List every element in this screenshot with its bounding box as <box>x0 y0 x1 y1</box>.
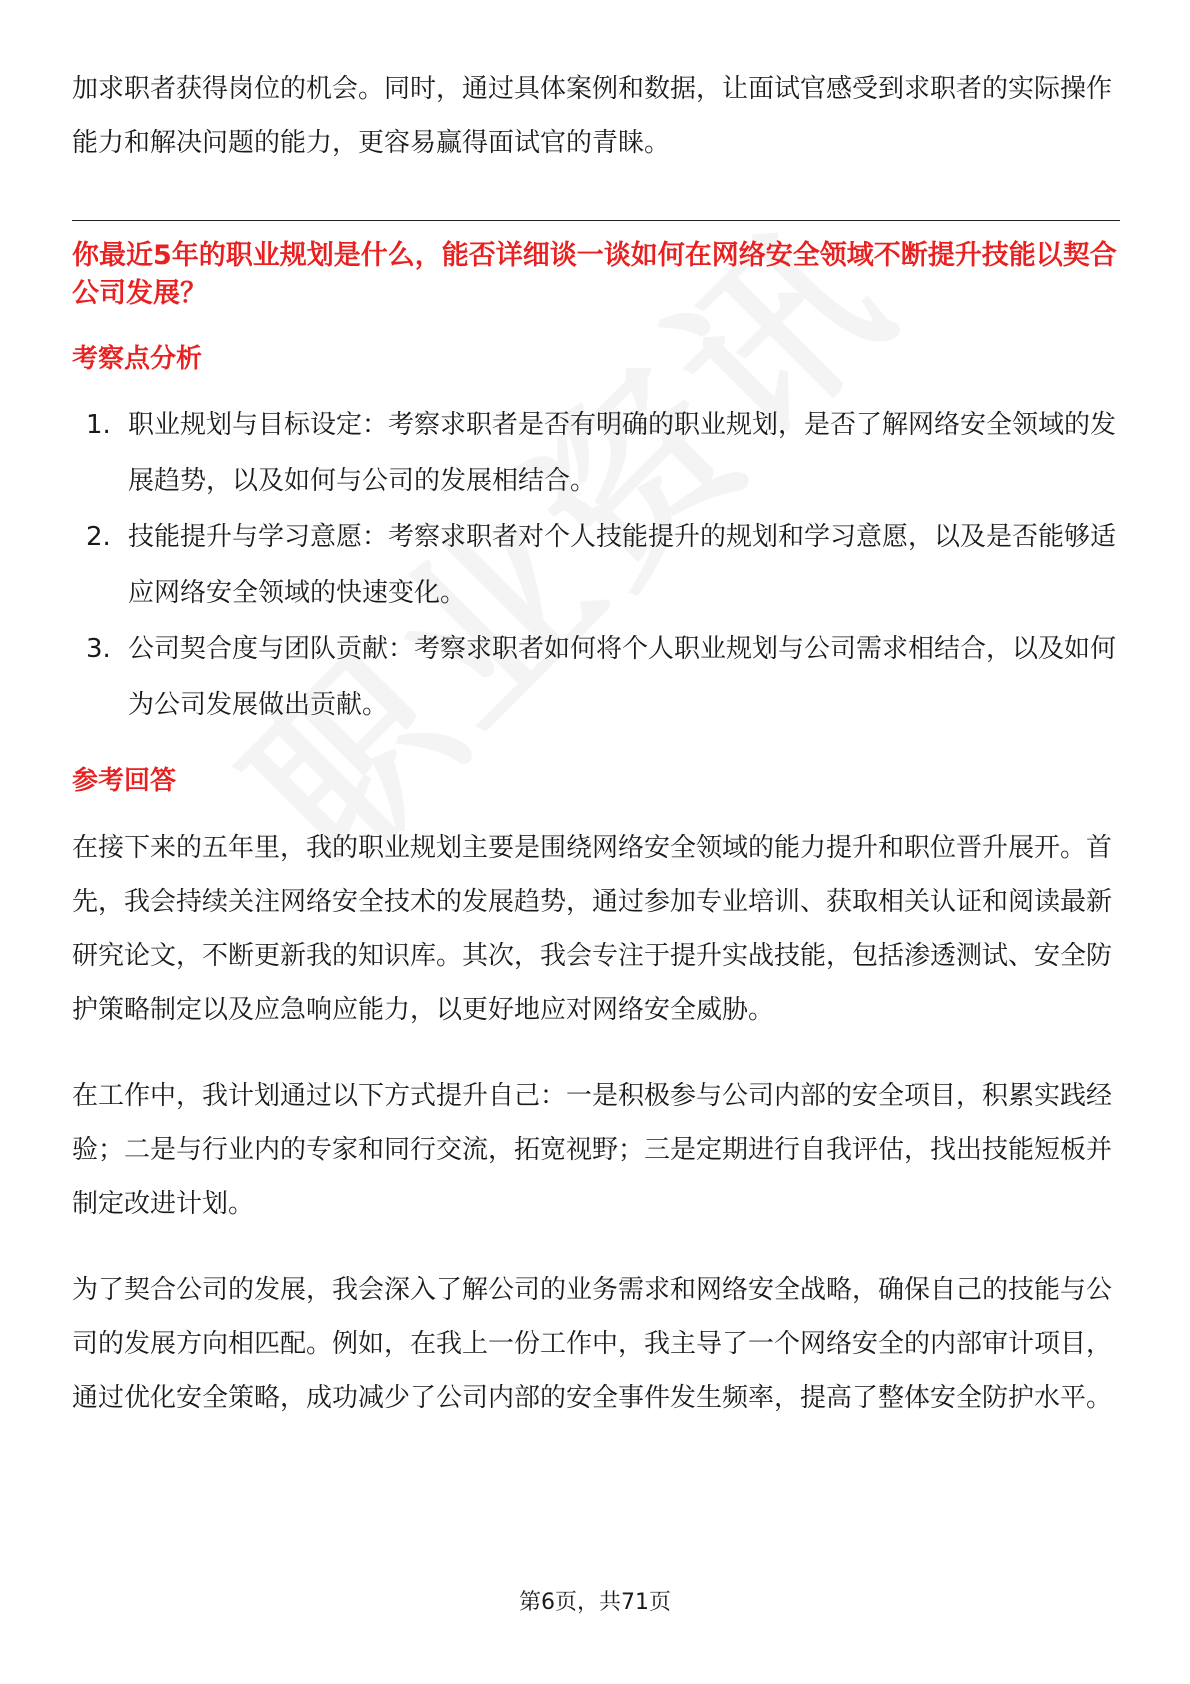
answer-paragraph: 在接下来的五年里，我的职业规划主要是围绕网络安全领域的能力提升和职位晋升展开。首先，我会持续关注网络安全技术的发展趋势，通过参加专业培训、获取相关认证和阅读最新研究论文，不断更新我的知识库。其次，我会专注于提升实战技能，包括渗透测试、安全防护策略制定以及应急响应能力，以更好地应对网络安全威胁。 <box>72 833 1113 1025</box>
list-item <box>72 509 1120 621</box>
list-item-text: 职业规划与目标设定：考察求职者是否有明确的职业规划，是否了解网络安全领域的发展趋势，以及如何与公司的发展相结合。 <box>128 410 1117 496</box>
list-number: 3. <box>86 634 111 664</box>
list-item <box>72 397 1120 509</box>
paragraph-gap <box>72 1231 1120 1263</box>
divider <box>72 220 1120 221</box>
page-number: 第6页，共71页 <box>519 1590 671 1615</box>
paragraph-gap <box>72 1037 1120 1069</box>
analysis-title: 考察点分析 <box>72 344 203 374</box>
list-item <box>72 621 1120 733</box>
list-item-text: 技能提升与学习意愿：考察求职者对个人技能提升的规划和学习意愿，以及是否能够适应网络安全领域的快速变化。 <box>128 522 1117 608</box>
analysis-list <box>72 397 1120 733</box>
answer-title: 参考回答 <box>72 766 177 796</box>
document-page <box>72 62 1120 1425</box>
intro-continuation: 加求职者获得岗位的机会。同时，通过具体案例和数据，让面试官感受到求职者的实际操作能力和解决问题的能力，更容易赢得面试官的青睐。 <box>72 74 1113 158</box>
list-number: 2. <box>86 522 111 552</box>
list-number: 1. <box>86 410 111 440</box>
answer-paragraph: 为了契合公司的发展，我会深入了解公司的业务需求和网络安全战略，确保自己的技能与公司的发展方向相匹配。例如，在我上一份工作中，我主导了一个网络安全的内部审计项目，通过优化安全策略，成功减少了公司内部的安全事件发生频率，提高了整体安全防护水平。 <box>72 1275 1113 1413</box>
answer-paragraph: 在工作中，我计划通过以下方式提升自己：一是积极参与公司内部的安全项目，积累实践经验；二是与行业内的专家和同行交流，拓宽视野；三是定期进行自我评估，找出技能短板并制定改进计划。 <box>72 1081 1113 1219</box>
list-item-text: 公司契合度与团队贡献：考察求职者如何将个人职业规划与公司需求相结合，以及如何为公司发展做出贡献。 <box>128 634 1117 720</box>
question-heading: 你最近5年的职业规划是什么，能否详细谈一谈如何在网络安全领域不断提升技能以契合公司发展？ <box>72 240 1117 309</box>
